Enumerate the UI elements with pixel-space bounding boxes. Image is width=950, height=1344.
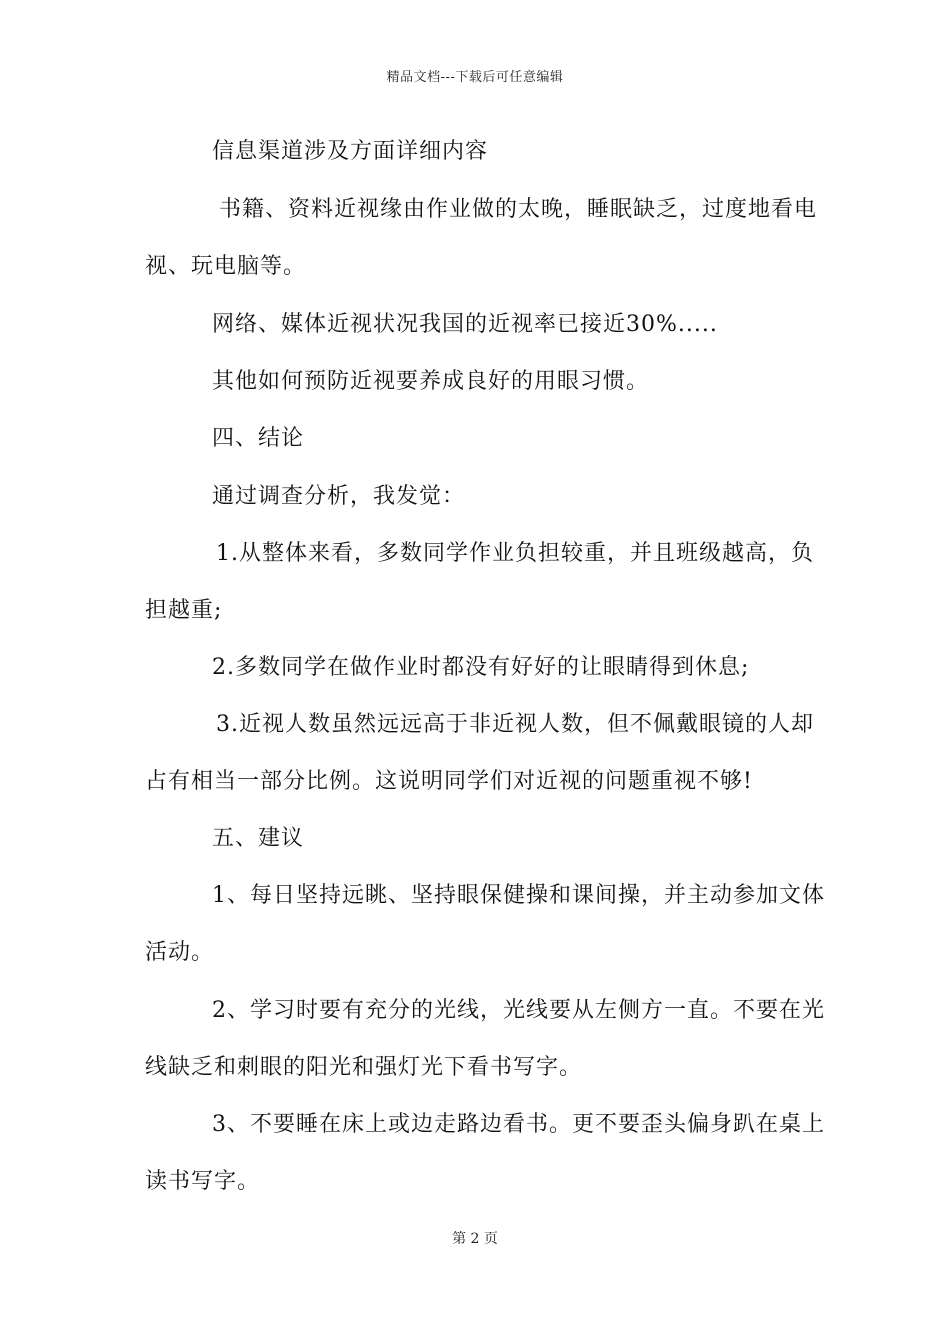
text-line: 读书写字。 [145, 1169, 261, 1194]
page-header: 精品文档---下载后可任意编辑 [386, 70, 564, 85]
section-heading: 五、建议 [212, 826, 305, 851]
text-line: 2.多数同学在做作业时都没有好好的让眼睛得到休息; [212, 655, 750, 680]
text-line: 网络、媒体近视状况我国的近视率已接近30%..... [212, 312, 718, 337]
page-footer: 第 2 页 [452, 1231, 498, 1247]
text-line: 1.从整体来看，多数同学作业负担较重，并且班级越高，负 [216, 541, 814, 566]
text-line: 占有相当一部分比例。这说明同学们对近视的问题重视不够! [145, 769, 753, 794]
text-line: 3.近视人数虽然远远高于非近视人数，但不佩戴眼镜的人却 [216, 712, 814, 737]
text-line: 1、每日坚持远眺、坚持眼保健操和课间操，并主动参加文体 [212, 883, 825, 908]
text-line: 信息渠道涉及方面详细内容 [212, 139, 489, 164]
text-line: 3、不要睡在床上或边走路边看书。更不要歪头偏身趴在桌上 [212, 1112, 825, 1137]
text-line: 活动。 [145, 940, 215, 965]
text-line: 其他如何预防近视要养成良好的用眼习惯。 [212, 369, 650, 394]
text-line: 担越重; [145, 598, 223, 623]
section-heading: 四、结论 [212, 426, 305, 451]
text-line: 书籍、资料近视缘由作业做的太晚，睡眠缺乏，过度地看电 [219, 197, 818, 222]
text-line: 2、学习时要有充分的光线，光线要从左侧方一直。不要在光 [212, 998, 825, 1023]
text-line: 线缺乏和刺眼的阳光和强灯光下看书写字。 [145, 1055, 583, 1080]
text-line: 视、玩电脑等。 [145, 254, 307, 279]
text-line: 通过调查分析，我发觉： [212, 484, 466, 509]
